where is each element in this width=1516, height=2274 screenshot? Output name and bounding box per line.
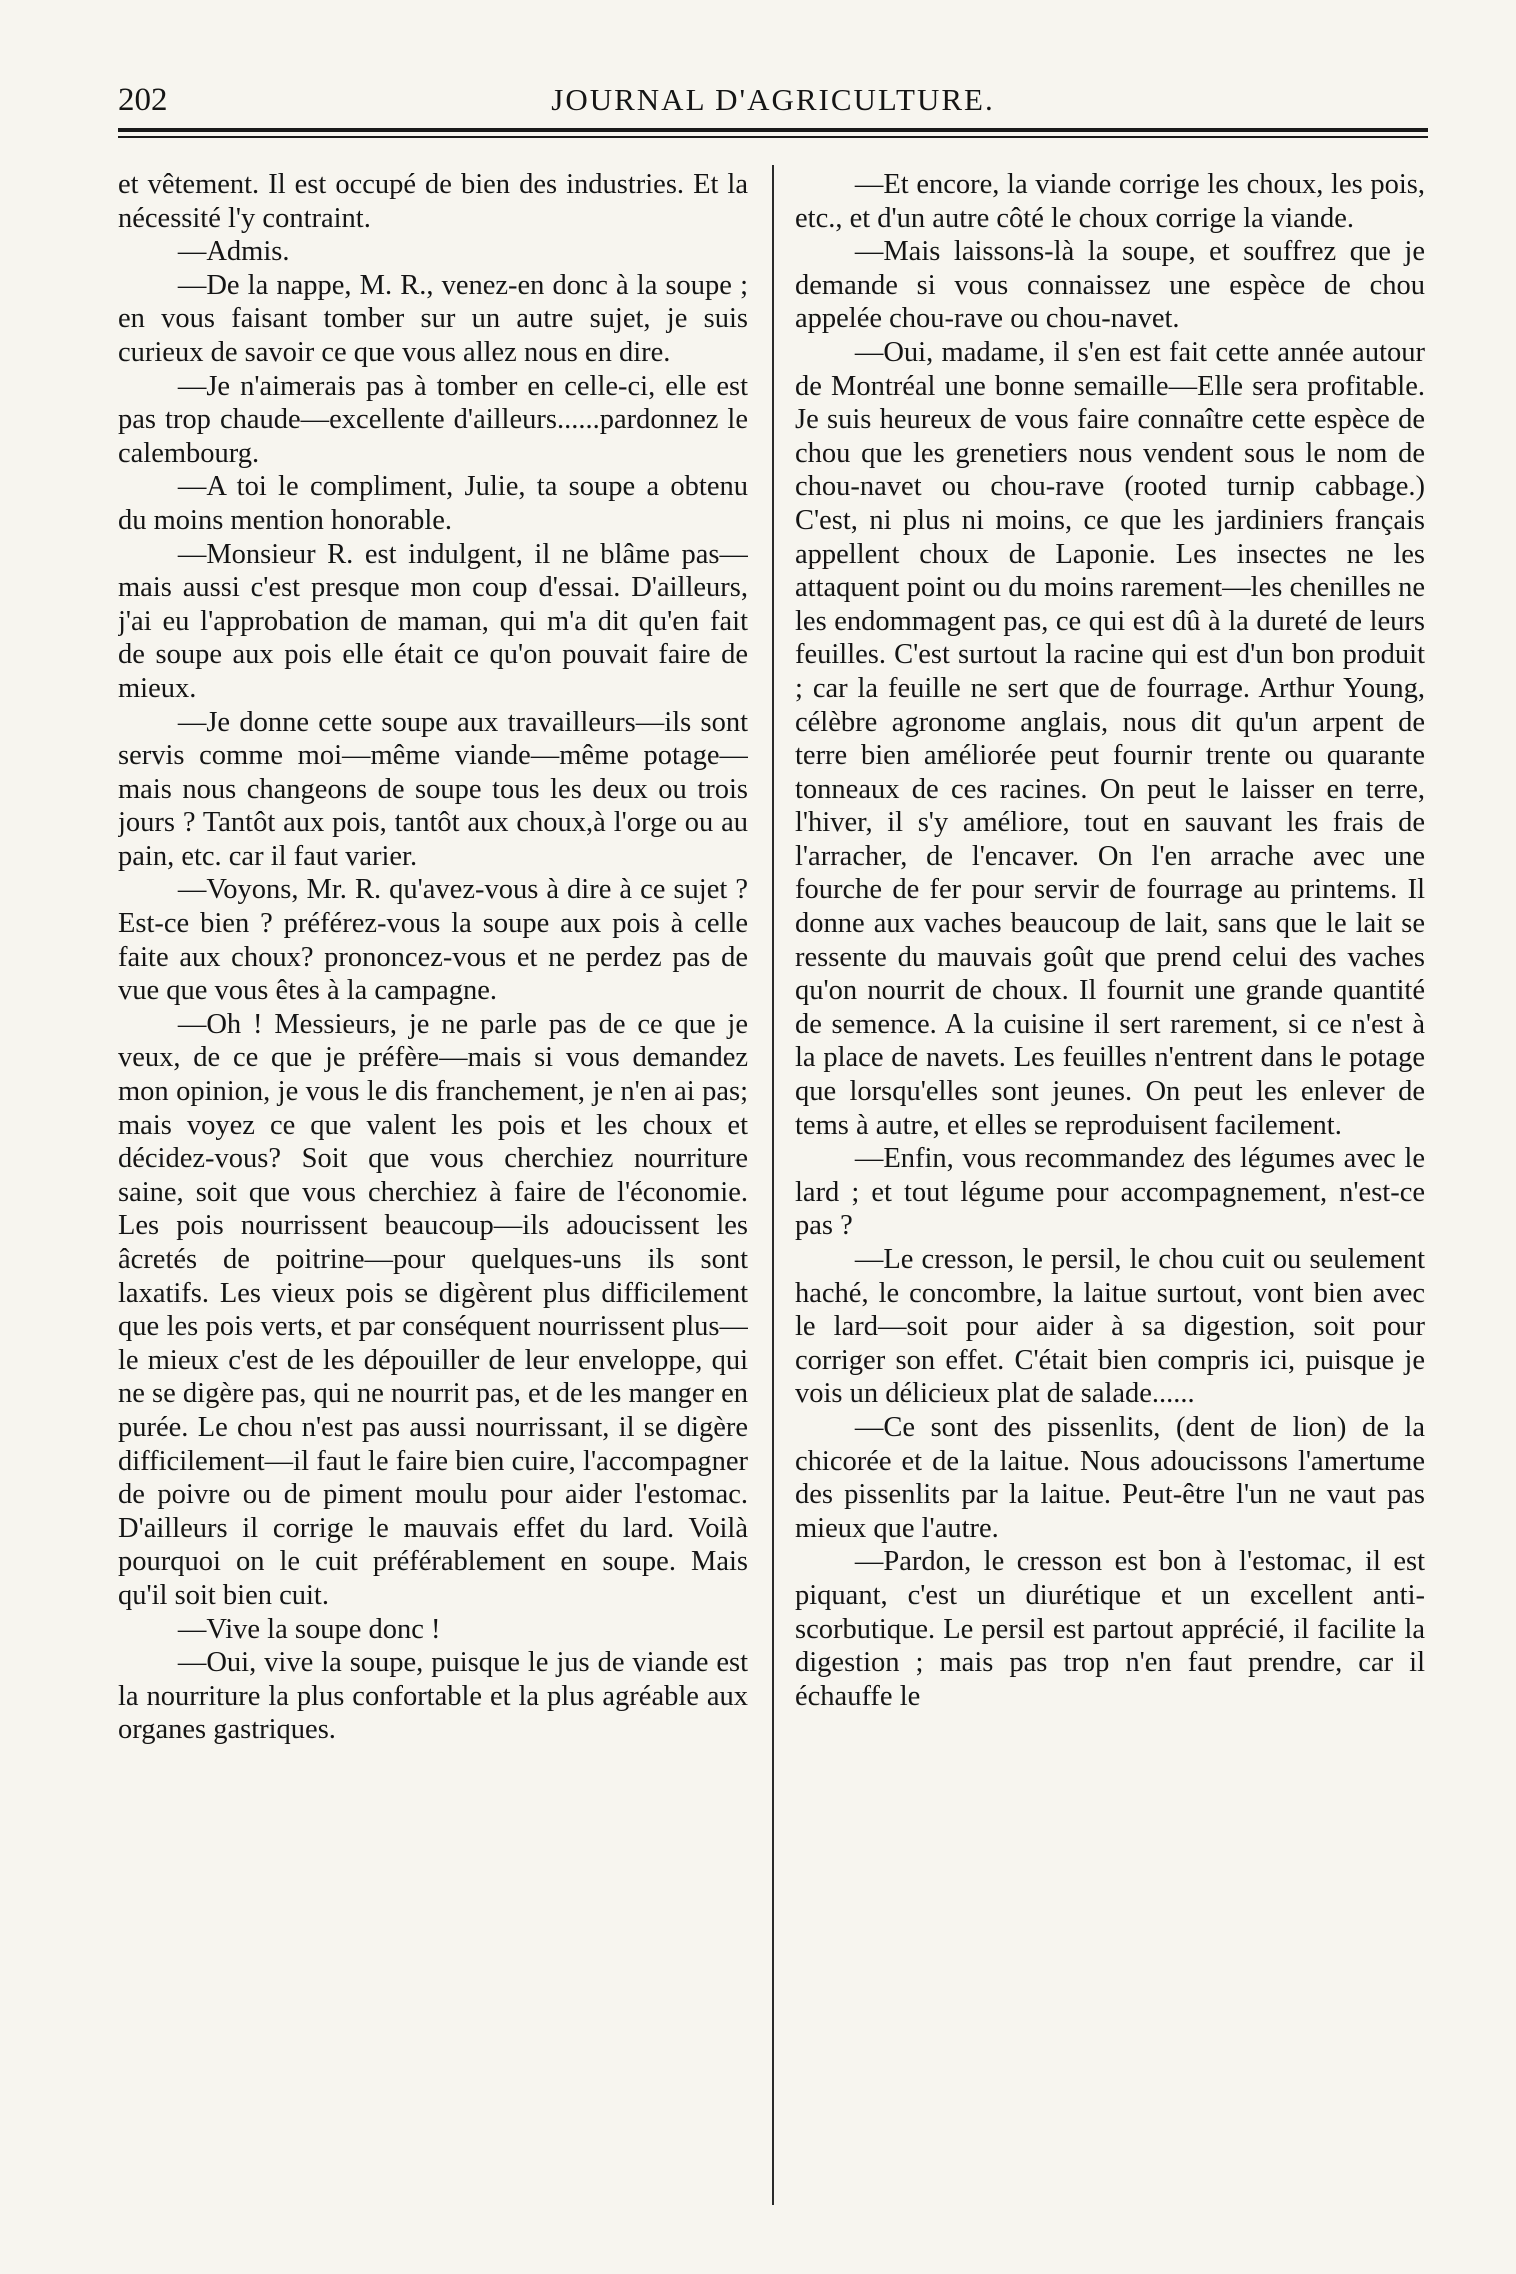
paragraph: —Et encore, la viande corrige les choux, les pois, etc., et d'un autre côté le choux corrige la viande.: [795, 169, 1425, 234]
paragraph: —De la nappe, M. R., venez-en donc à la soupe ; en vous faisant tomber sur un autre sujet, je suis curieux de savoir ce que vous allez nous en dire.: [118, 269, 748, 368]
paragraph: —Pardon, le cresson est bon à l'estomac, il est piquant, c'est un diurétique et un excellent anti-scorbutique. Le persil est partout apprécié, il facilite la digestion ; mais pas trop n'en faut prendre, car il échauffe le: [795, 1546, 1425, 1712]
paragraph: —Je n'aimerais pas à tomber en celle-ci, elle est pas trop chaude—excellente d'ailleurs......pardonnez le calembourg.: [118, 370, 748, 469]
paragraph: —Mais laissons-là la soupe, et souffrez que je demande si vous connaissez une espèce de chou appelée chou-rave ou chou-navet.: [795, 236, 1425, 335]
paragraph: —Oh ! Messieurs, je ne parle pas de ce que je veux, de ce que je préfère—mais si vous demandez mon opinion, je vous le dis franchement, je n'en ai pas; mais voyez ce que valent les pois et les choux et décidez-vous? Soit que vous cherchiez nourriture saine, soit que vous cherchiez à faire de l'économie. Les pois nourrissent beaucoup—ils adoucissent les âcretés de poitrine—pour quelques-uns ils sont laxatifs. Les vieux pois se digèrent plus difficilement que les pois verts, et par conséquent nourrissent plus—le mieux c'est de les dépouiller de leur enveloppe, qui ne se digère pas, qui ne nourrit pas, et de les manger en purée. Le chou n'est pas aussi nourrissant, il se digère difficilement—il faut le faire bien cuire, l'accompagner de poivre ou de piment moulu pour aider l'estomac. D'ailleurs il corrige le mauvais effet du lard. Voilà pourquoi on le cuit préférablement en soupe. Mais qu'il soit bien cuit.: [118, 1008, 748, 1611]
page-header: [118, 82, 1428, 126]
paragraph: et vêtement. Il est occupé de bien des industries. Et la nécessité l'y contraint.: [118, 169, 748, 234]
column-divider: [772, 165, 774, 2205]
left-column: [118, 168, 748, 2218]
paragraph: —Monsieur R. est indulgent, il ne blâme pas—mais aussi c'est presque mon coup d'essai. D'ailleurs, j'ai eu l'approbation de maman, qui m'a dit qu'en fait de soupe aux pois elle était ce qu'on pouvait faire de mieux.: [118, 538, 748, 704]
paragraph: —Oui, vive la soupe, puisque le jus de viande est la nourriture la plus confortable et la plus agréable aux organes gastriques.: [118, 1647, 748, 1746]
paragraph: —Le cresson, le persil, le chou cuit ou seulement haché, le concombre, la laitue surtout, vont bien avec le lard—soit pour aider à sa digestion, soit pour corriger son effet. C'était bien compris ici, puisque je vois un délicieux plat de salade......: [795, 1244, 1425, 1410]
header-rule-thick: [118, 128, 1428, 132]
paragraph: —Oui, madame, il s'en est fait cette année autour de Montréal une bonne semaille—Elle sera profitable. Je suis heureux de vous faire connaître cette espèce de chou que les grenetiers nous vendent sous le nom de chou-navet ou chou-rave (rooted turnip cabbage.) C'est, ni plus ni moins, ce que les jardiniers français appellent choux de Laponie. Les insectes ne les attaquent point ou du moins rarement—les chenilles ne les endommagent pas, ce qui est dû à la dureté de leurs feuilles. C'est surtout la racine qui est d'un bon produit ; car la feuille ne sert que de fourrage. Arthur Young, célèbre agronome anglais, nous dit qu'un arpent de terre bien améliorée peut fournir trente ou quarante tonneaux de ces racines. On peut le laisser en terre, l'hiver, il s'y améliore, tout en sauvant les frais de l'arracher, de l'encaver. On l'en arrache avec une fourche de fer pour servir de fourrage au printems. Il donne aux vaches beaucoup de lait, sans que le lait se ressente du mauvais goût que prend celui des vaches qu'on nourrit de choux. Il fournit une grande quantité de semence. A la cuisine il sert rarement, si ce n'est à la place de navets. Les feuilles n'entrent dans le potage que lorsqu'elles sont jeunes. On peut les enlever de tems à autre, et elles se reproduisent facilement.: [795, 336, 1425, 1141]
paragraph: —Admis.: [177, 236, 290, 268]
page-number: 202: [118, 82, 168, 118]
paragraph: —Enfin, vous recommandez des légumes avec le lard ; et tout légume pour accompagnement, n'est-ce pas ?: [795, 1143, 1425, 1242]
right-column: [795, 168, 1425, 2218]
paragraph: —Vive la soupe donc !: [177, 1613, 441, 1645]
paragraph: —Ce sont des pissenlits, (dent de lion) de la chicorée et de la laitue. Nous adoucissons l'amertume des pissenlits par la laitue. Peut-être l'un ne vaut pas mieux que l'autre.: [795, 1411, 1425, 1544]
running-title: JOURNAL D'AGRICULTURE.: [551, 82, 995, 117]
paragraph: —Je donne cette soupe aux travailleurs—ils sont servis comme moi—même viande—même potage—mais nous changeons de soupe tous les deux ou trois jours ? Tantôt aux pois, tantôt aux choux,à l'orge ou au pain, etc. car il faut varier.: [118, 706, 748, 872]
paragraph: —A toi le compliment, Julie, ta soupe a obtenu du moins mention honorable.: [118, 471, 748, 536]
header-rule-thin: [118, 136, 1428, 138]
paragraph: —Voyons, Mr. R. qu'avez-vous à dire à ce sujet ? Est-ce bien ? préférez-vous la soupe aux pois à celle faite aux choux? prononcez-vous et ne perdez pas de vue que vous êtes à la campagne.: [118, 874, 748, 1007]
